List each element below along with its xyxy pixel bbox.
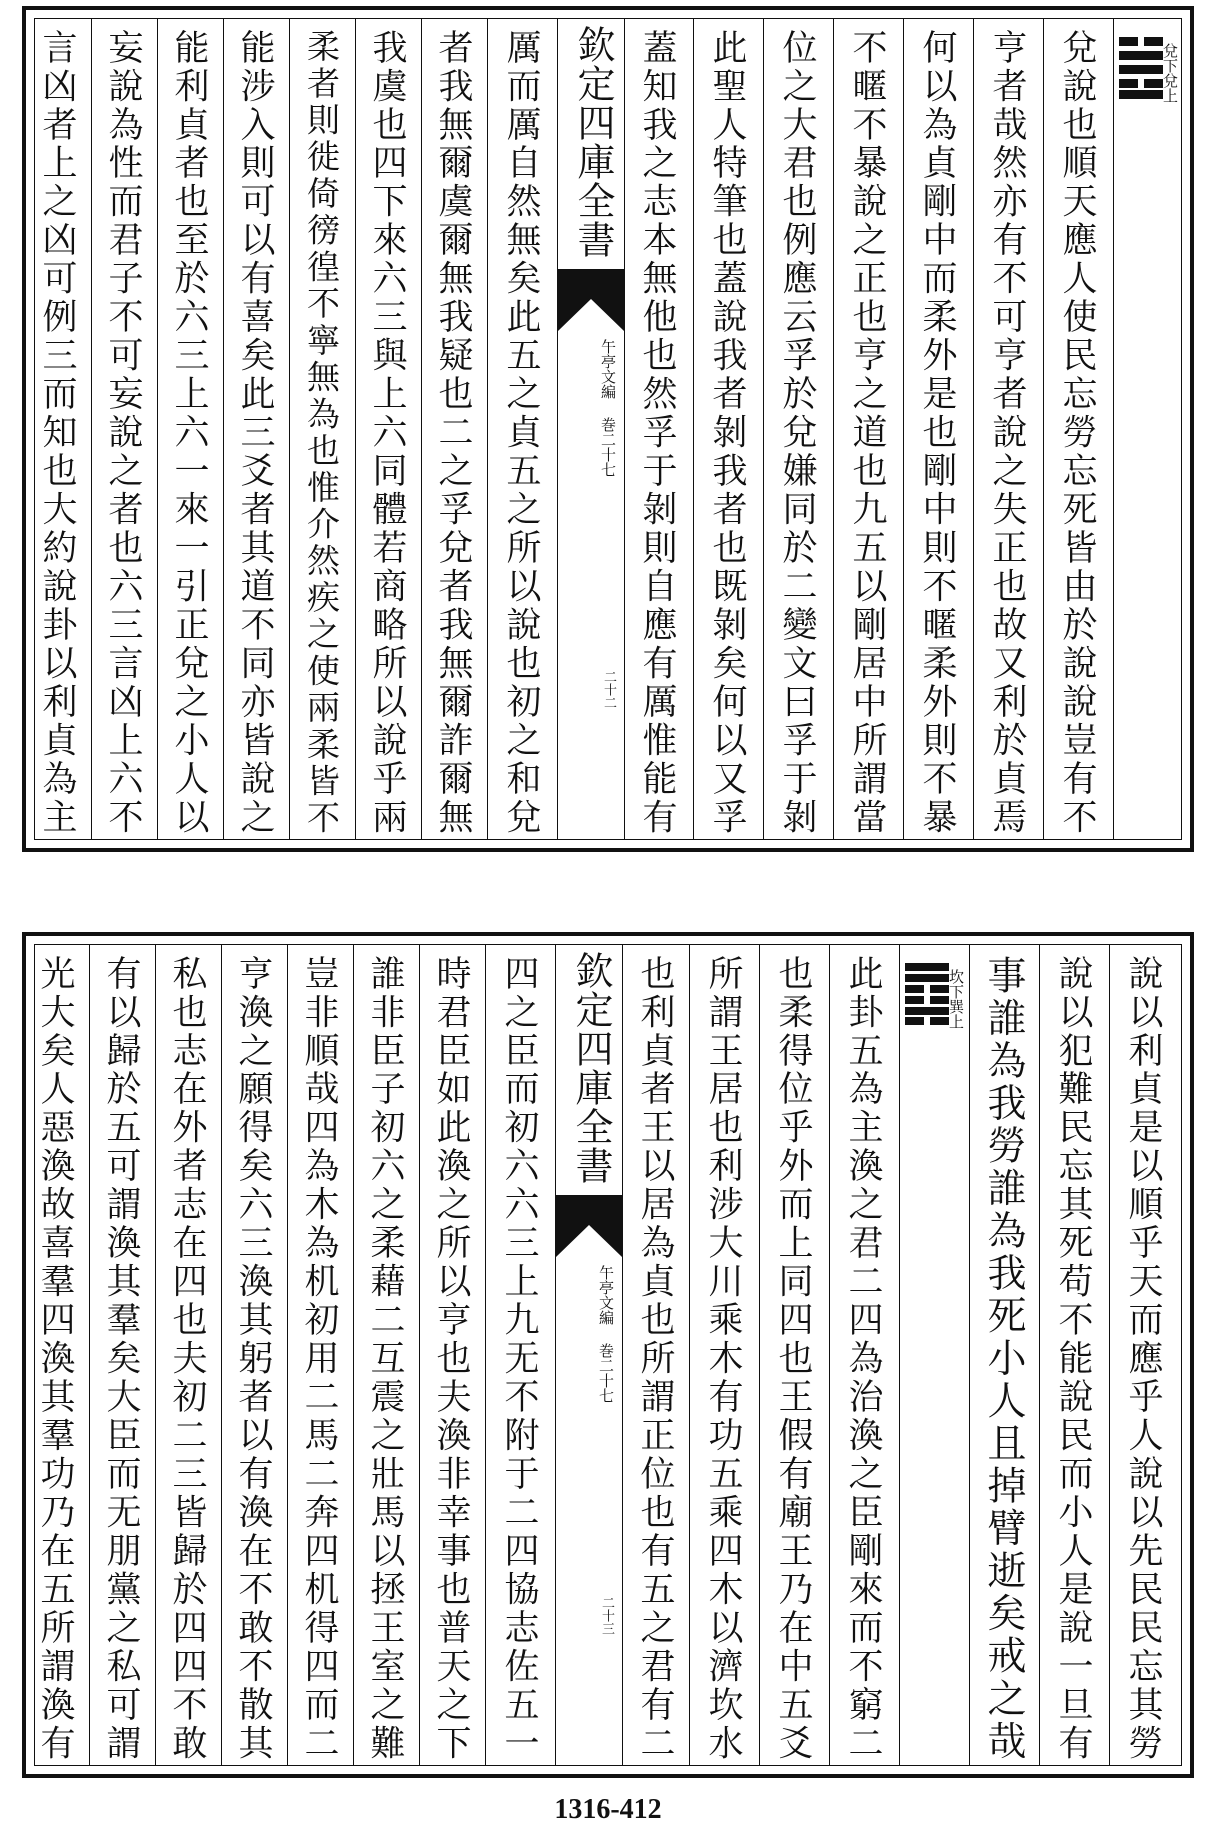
- bottom-spine: [555, 945, 623, 1765]
- divider: [903, 19, 904, 839]
- divider: [155, 945, 156, 1765]
- divider: [833, 19, 834, 839]
- divider: [89, 945, 90, 1765]
- text-column: 誰非臣子初六之柔藉二互震之壯馬以拯王室之難: [365, 955, 405, 1763]
- text-column: 有以歸於五可謂渙其羣矣大臣而无朋黨之私可謂: [101, 955, 141, 1763]
- divider: [287, 945, 288, 1765]
- text-column: 亨渙之願得矣六三渙其躬者以有渙在不敢不散其: [233, 955, 273, 1763]
- text-column: 厲而厲自然無矣此五之貞五之所以說也初之和兌: [501, 29, 541, 837]
- divider: [421, 19, 422, 839]
- bottom-page-frame: [34, 944, 1182, 1766]
- text-column: 事誰為我勞誰為我死小人且掉臂逝矣戒之哉: [981, 955, 1026, 1763]
- text-column: 豈非順哉四為木為机初用二馬二奔四机得四而二: [299, 955, 339, 1763]
- divider: [91, 19, 92, 839]
- text-column: 柔者則徙倚徬徨不寧無為也惟介然疾之使兩柔皆不: [302, 29, 341, 837]
- divider: [829, 945, 830, 1765]
- text-column: 能利貞者也至於六三上六一來一引正兌之小人以: [169, 29, 209, 837]
- divider: [355, 19, 356, 839]
- text-column: 也利貞者王以居為貞也所謂正位也有五之君有二: [635, 955, 675, 1763]
- bottom-page: [22, 932, 1194, 1778]
- spine-page-number: 二十三: [599, 1596, 614, 1635]
- text-column: 所謂王居也利涉大川乘木有功五乘四木以濟坎水: [703, 955, 743, 1763]
- divider: [289, 19, 290, 839]
- spine-title: 欽定四庫全書: [571, 25, 615, 259]
- divider: [487, 19, 488, 839]
- divider: [223, 19, 224, 839]
- divider: [157, 19, 158, 839]
- text-column: 說以犯難民忘其死苟不能說民而小人是說一旦有: [1053, 955, 1093, 1763]
- top-hexagram-block: [1115, 29, 1181, 169]
- text-column: 時君臣如此渙之所以亨也夫渙非幸事也普天之下: [431, 955, 471, 1763]
- top-spine: [557, 19, 625, 839]
- text-column: 不暱不暴說之正也亨之道也九五以剛居中所謂當: [847, 29, 887, 837]
- text-column: 我虞也四下來六三與上六同體若商略所以說乎兩: [367, 29, 407, 837]
- top-page-frame: [34, 18, 1182, 840]
- text-column: 妄說為性而君子不可妄說之者也六三言凶上六不: [103, 29, 143, 837]
- divider: [1113, 19, 1114, 839]
- fishtail-icon: [556, 1217, 622, 1257]
- text-column: 說以利貞是以順乎天而應乎人說以先民民忘其勞: [1123, 955, 1163, 1763]
- text-column: 也柔得位乎外而上同四也王假有廟王乃在中五爻: [773, 955, 813, 1763]
- divider: [485, 945, 486, 1765]
- divider: [689, 945, 690, 1765]
- top-trigram-label: 兌下兌上: [1161, 43, 1179, 103]
- divider: [419, 945, 420, 1765]
- divider: [969, 945, 970, 1765]
- spine-page-number: 二十二: [601, 670, 616, 709]
- text-column: 私也志在外者志在四也夫初二三皆歸於四四不敢: [167, 955, 207, 1763]
- text-column: 言凶者上之凶可例三而知也大約說卦以利貞為主: [37, 29, 77, 837]
- spine-volume: 午亭文編 巻二十七: [599, 339, 617, 477]
- divider: [759, 945, 760, 1765]
- text-column: 四之臣而初六六三上九无不附于二四協志佐五一: [499, 955, 539, 1763]
- text-column: 蓋知我之志本無他也然孚于剝則自應有厲惟能有: [637, 29, 677, 837]
- divider: [1043, 19, 1044, 839]
- bottom-trigram-label: 坎下巽上: [947, 969, 965, 1029]
- divider: [1109, 945, 1110, 1765]
- divider: [221, 945, 222, 1765]
- text-column: 位之大君也例應云孚於兌嫌同於二變文曰孚于剝: [777, 29, 817, 837]
- text-column: 何以為貞剛中而柔外是也剛中則不暱柔外則不暴: [917, 29, 957, 837]
- divider: [763, 19, 764, 839]
- spine-title: 欽定四庫全書: [569, 951, 613, 1185]
- text-column: 此卦五為主渙之君二四為治渙之臣剛來而不窮二: [843, 955, 883, 1763]
- divider: [973, 19, 974, 839]
- fishtail-icon: [558, 291, 624, 331]
- divider: [899, 945, 900, 1765]
- spine-band: [558, 269, 624, 291]
- text-column: 此聖人特筆也蓋說我者剝我者也既剝矣何以又孚: [707, 29, 747, 837]
- divider: [353, 945, 354, 1765]
- top-page: [22, 6, 1194, 852]
- spine-band: [556, 1195, 622, 1217]
- text-column: 光大矣人惡渙故喜羣四渙其羣功乃在五所謂渙有: [35, 955, 75, 1763]
- text-column: 兌說也順天應人使民忘勞忘死皆由於說說豈有不: [1057, 29, 1097, 837]
- divider: [693, 19, 694, 839]
- divider: [1039, 945, 1040, 1765]
- spine-volume: 午亭文編 巻二十七: [597, 1265, 615, 1403]
- text-column: 者我無爾虞爾無我疑也二之孚兌者我無爾詐爾無: [433, 29, 473, 837]
- bottom-hexagram-block: [901, 955, 967, 1095]
- page-footer-number: 1316-412: [554, 1794, 662, 1825]
- text-column: 能涉入則可以有喜矣此三爻者其道不同亦皆說之: [235, 29, 275, 837]
- text-column: 亨者哉然亦有不可亨者說之失正也故又利於貞焉: [987, 29, 1027, 837]
